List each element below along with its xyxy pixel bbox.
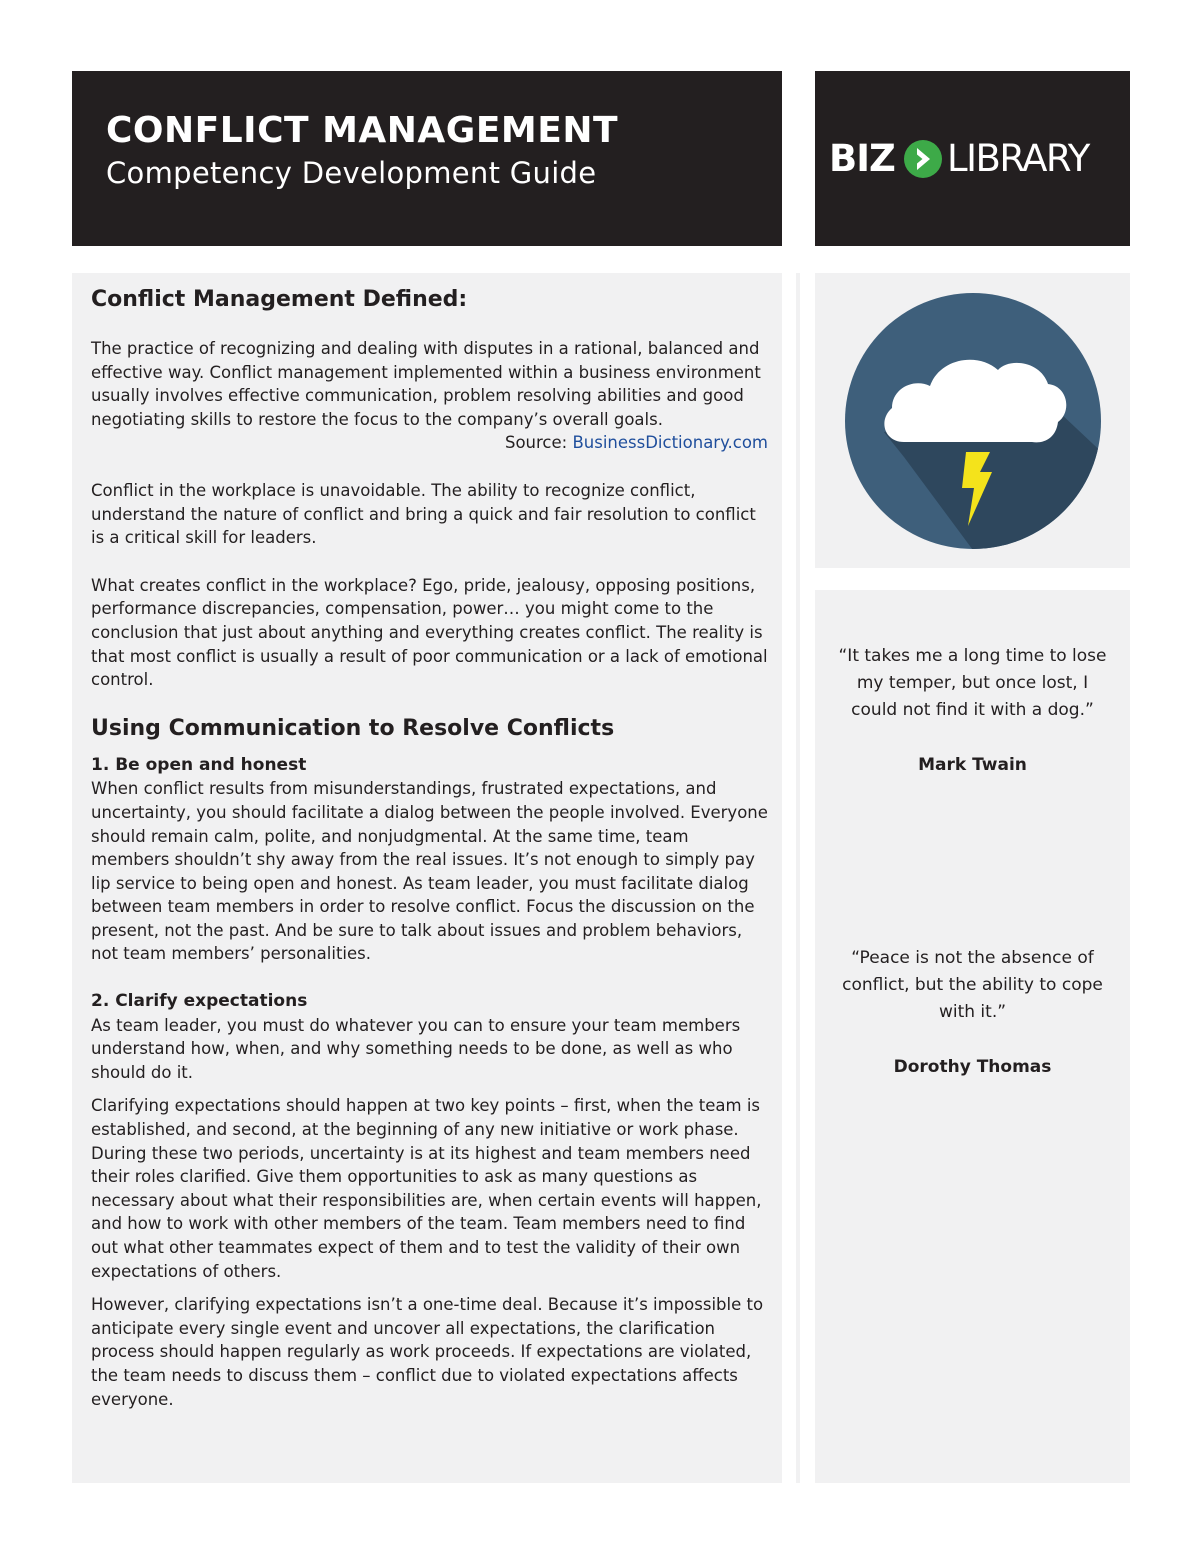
logo-biz-text: BIZ [829, 137, 895, 180]
source-line [91, 431, 768, 455]
point2-paragraph-2: Clarifying expectations should happen at two key points – first, when the team is established, and second, at the beginning of any new initiative or work phase. During these two periods, uncertainty is at its highest and team members need their roles clarified. Give them opportunities to ask as many questions as necessary about what their responsibilities are, when certain events will happen, and how to work with other members of the team. Team members need to find out what other teammates expect of them and to test the validity of their own expectations of others. [91, 1096, 762, 1281]
quote-1-text: “It takes me a long time to lose my temper, but once lost, I could not find it with a dog.” [838, 646, 1107, 720]
source-label: Source: [504, 433, 568, 453]
source-link[interactable]: BusinessDictionary.com [572, 433, 768, 453]
point2-paragraph-3: However, clarifying expectations isn’t a one-time deal. Because it’s impossible to anticipate every single event and uncover all expectations, the clarification process should happen regularly as work proceeds. If expectations are violated, the team needs to discuss them – conflict due to violated expectations affects everyone. [91, 1295, 764, 1409]
main-content-panel [72, 273, 782, 1483]
document-title: CONFLICT MANAGEMENT [106, 110, 619, 151]
logo-library-text: LIBRARY [947, 137, 1089, 180]
quote-2-text: “Peace is not the absence of conflict, but the ability to cope with it.” [842, 948, 1103, 1022]
point2-title: 2. Clarify expectations [91, 991, 308, 1012]
point1-title: 1. Be open and honest [91, 754, 307, 775]
point1-text: When conflict results from misunderstandings, frustrated expectations, and uncertainty, you should facilitate a dialog between the people involved. Everyone should remain calm, polite, and nonjudgmental. At the same time, team members shouldn’t shy away from the real issues. It’s not enough to simply pay lip service to being open and honest. As team leader, you must facilitate dialog between team members in order to resolve conflict. Focus the discussion on the present, not the past. And be sure to talk about issues and problem behaviors, not team members’ personalities. [91, 779, 768, 964]
definition-paragraph: The practice of recognizing and dealing with disputes in a rational, balanced and effective way. Conflict management implemented within a business environment usually involves effective communication, problem resolving abilities and good negotiating skills to restore the focus to the company’s overall goals. [91, 339, 761, 429]
header-title-block [72, 71, 782, 246]
logo-block [815, 71, 1130, 246]
column-divider [796, 273, 800, 1483]
storm-cloud-icon [844, 292, 1102, 550]
quote-2-author: Dorothy Thomas [893, 1057, 1052, 1077]
defined-heading: Conflict Management Defined: [91, 287, 468, 312]
quote-panel [815, 590, 1130, 1483]
communication-heading: Using Communication to Resolve Conflicts [91, 715, 615, 741]
document-subtitle: Competency Development Guide [106, 156, 597, 190]
point2-text: As team leader, you must do whatever you can to ensure your team members understand how, when, and why something needs to be done, as well as who should do it. [91, 1015, 741, 1082]
quote-1-author: Mark Twain [918, 755, 1027, 775]
workplace-paragraph: Conflict in the workplace is unavoidable. The ability to recognize conflict, understand the nature of conflict and bring a quick and fair resolution to conflict is a critical skill for leaders. [91, 480, 756, 548]
logo-arrow-icon [903, 139, 943, 179]
icon-panel [815, 273, 1130, 568]
causes-paragraph: What creates conflict in the workplace? Ego, pride, jealousy, opposing positions, performance discrepancies, compensation, power… you might come to the conclusion that just about anything and everything creates conflict. The reality is that most conflict is usually a result of poor communication or a lack of emotional control. [91, 575, 768, 690]
bizlibrary-logo [829, 137, 1119, 181]
